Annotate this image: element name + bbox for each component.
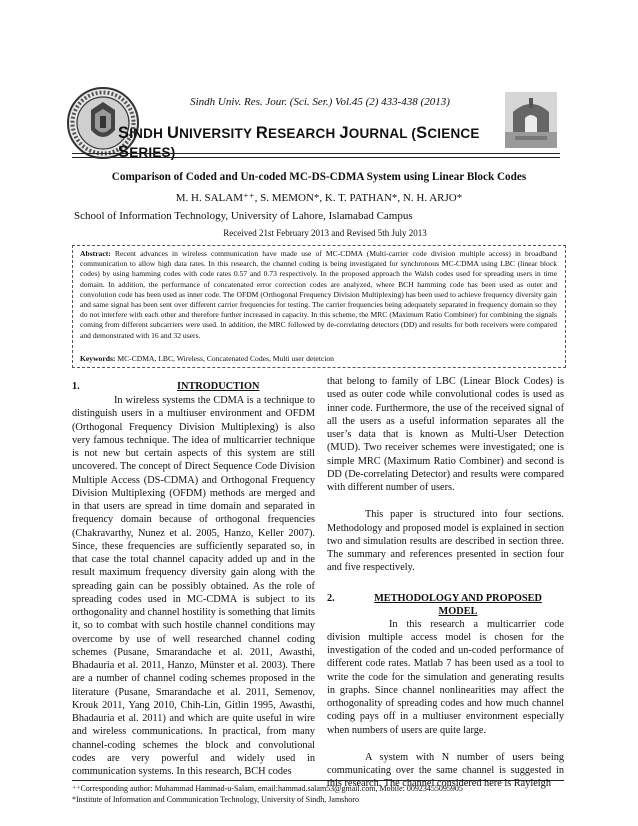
section-number: 2.: [327, 592, 335, 604]
title-rest: CIENCE: [427, 126, 480, 141]
title-initial: S: [416, 124, 428, 142]
footnote-rule: [72, 780, 564, 781]
system-paragraph: A system with N number of users being communicating over the same channel is suggested in this research. The channel considered here is Rayleigh: [327, 751, 564, 790]
section-number: 1.: [72, 381, 80, 392]
title-rest: ERIES): [129, 145, 176, 160]
column-right: [327, 375, 564, 791]
footnote-institute: *Institute of Information and Communication Technology, University of Sindh, Jamshoro: [72, 795, 359, 804]
header-rule-bottom: [72, 157, 560, 158]
abstract: [80, 249, 557, 341]
abstract-label: Abstract:: [80, 249, 111, 258]
journal-citation: Sindh Univ. Res. Jour. (Sci. Ser.) Vol.45 (2) 433-438 (2013): [190, 96, 450, 108]
section-heading: INTRODUCTION: [177, 381, 260, 392]
header-rule-top: [72, 153, 560, 154]
structure-paragraph: This paper is structured into four sections. Methodology and proposed model is explained in section two and simulation results are described in section three. The summary and references presented in section four and five respectively.: [327, 509, 564, 574]
title-initial: S: [118, 143, 130, 161]
title-initial: S: [118, 124, 130, 142]
title-rest: INDH: [129, 126, 167, 141]
keywords-label: Keywords:: [80, 354, 116, 363]
title-rest: OURNAL (: [348, 126, 417, 141]
received-dates: Received 21st February 2013 and Revised 5th July 2013: [223, 228, 427, 238]
paper-title: Comparison of Coded and Un-coded MC-DS-CDMA System using Linear Block Codes: [111, 171, 527, 183]
intro-continued: that belong to family of LBC (Linear Block Codes) is used as outer code while convolutional codes is used as inner code. Furthermore, the use of the received signal of all the users as a useful information separates all the user’s data that is known as Multi-User Detection (MUD). Two receiver schemes were investigated; one is simple MRC (Maximum Ratio Combiner) and second is DD (De-correlating Detector) and results were compared with different number of users.: [327, 376, 564, 493]
title-initial: U: [166, 124, 180, 142]
methodology-paragraph: In this research a multicarrier code division multiple access model is chosen for the investigation of the coded and un-coded performance of different code rates. Matlab 7 has been used as a tool to write the code for the simulation and generating results in graphs. Since channel nonlinearities may affect the orthogonality of spreading codes and how much channel coding pays off in a multiuser environment especially when numbers of users are quite large.: [327, 618, 564, 736]
intro-paragraph: In wireless systems the CDMA is a technique to distinguish users in a multiuser environment and OFDM (Orthogonal Frequency Division Multiplexing) is also very famous technique. The idea of multicarrier technique is not new but certain aspects of this system are still uncovered. The concept of Direct Sequence Code Division Multiple Access (DS-CDMA) and Orthogonal Frequency Division Multiplexing (OFDM) methods are merged and in that users are spread in time domain and separated in frequency domain because of orthogonal frequencies (Chakravarthy, Nunez et al. 2005, Hanzo, Keller 2007). Since, these frequencies are sufficiently separated so, in that case the total channel capacity added up and in the result maximum frequency diversity gain along with the spreading gain can be possibly obtained. As the role of spreading codes used in MC-CDMA is subject to its orthogonality and channel hostility is something that limits it, so to combat with such hostile channel conditions may overcome by use of well researched channel coding schemes (Pusane, Smarandache et al. 2011, Awasthi, Bhadauria et al. 2011, Hanzo, Münster et al. 2003). There are a number of channel coding schemes proposed in the literature (Pusane, Smarandache et al. 2011, Semenov, Krouk 2011, Yang 2010, Chih-Lin, Gitlin 1995, Awasthi, Bhadauria et al. 2011) and which are quite useful in wire and wireless communications. In practical, from many channel-coding schemes the block and convolutional codes are very powerful and widely used in communication systems. In this research, BCH codes: [72, 395, 315, 777]
title-rest: NIVERSITY: [179, 126, 256, 141]
section-heading: METHODOLOGY AND PROPOSED MODEL: [374, 592, 542, 617]
affiliation: School of Information Technology, University of Lahore, Islamabad Campus: [74, 210, 413, 222]
footnote-corresponding: ⁺⁺Corresponding author: Muhammad Hammad-u-Salam, email:hammad.salam53@gmail.com, Mobile: 00923455095905: [72, 784, 463, 793]
abstract-body: Recent advances in wireless communication have made use of MC-CDMA (Multi-carrier code division multiple access) in broadband communication to allow high data rates. In this research, the channel coding is being investigated for synchronous MC-CDMA using LBC (linear block codes) by using hamming codes with code rates 0.57 and 0.73 respectively. In the proposed approach the Walsh codes used for spreading users in time domain. In addition, the performance of concatenated error correction codes are analyzed, where BCH hamming code has been used as outer and convolution code has been used as inner code. The OFDM (Orthogonal Frequency Division Multiplexing) has been used to achieve frequency diversity gain and same signal has been sent over different carrier frequencies for testing. The carrier frequencies being adequately separated in frequency domain so they do not interfere with each other and therefore further increased in capacity. In this scheme, the MRC (Maximum Ratio Combiner) for combining the signals coming from different subcarriers were used. In addition, the MRC followed by de-correlating detectors (DD) and results for both receivers were compared and demonstrated with 16 and 32 users.: [80, 249, 557, 340]
title-rest: ESEARCH: [268, 126, 340, 141]
title-initial: R: [255, 124, 268, 142]
keywords: [80, 354, 557, 363]
title-initial: J: [339, 124, 349, 142]
authors: M. H. SALAM⁺⁺, S. MEMON*, K. T. PATHAN*, N. H. ARJO*: [175, 192, 463, 204]
column-left: [72, 380, 315, 778]
keywords-list: MC-CDMA, LBC, Wireless, Concatenated Codes, Multi user detetcion: [115, 354, 334, 363]
